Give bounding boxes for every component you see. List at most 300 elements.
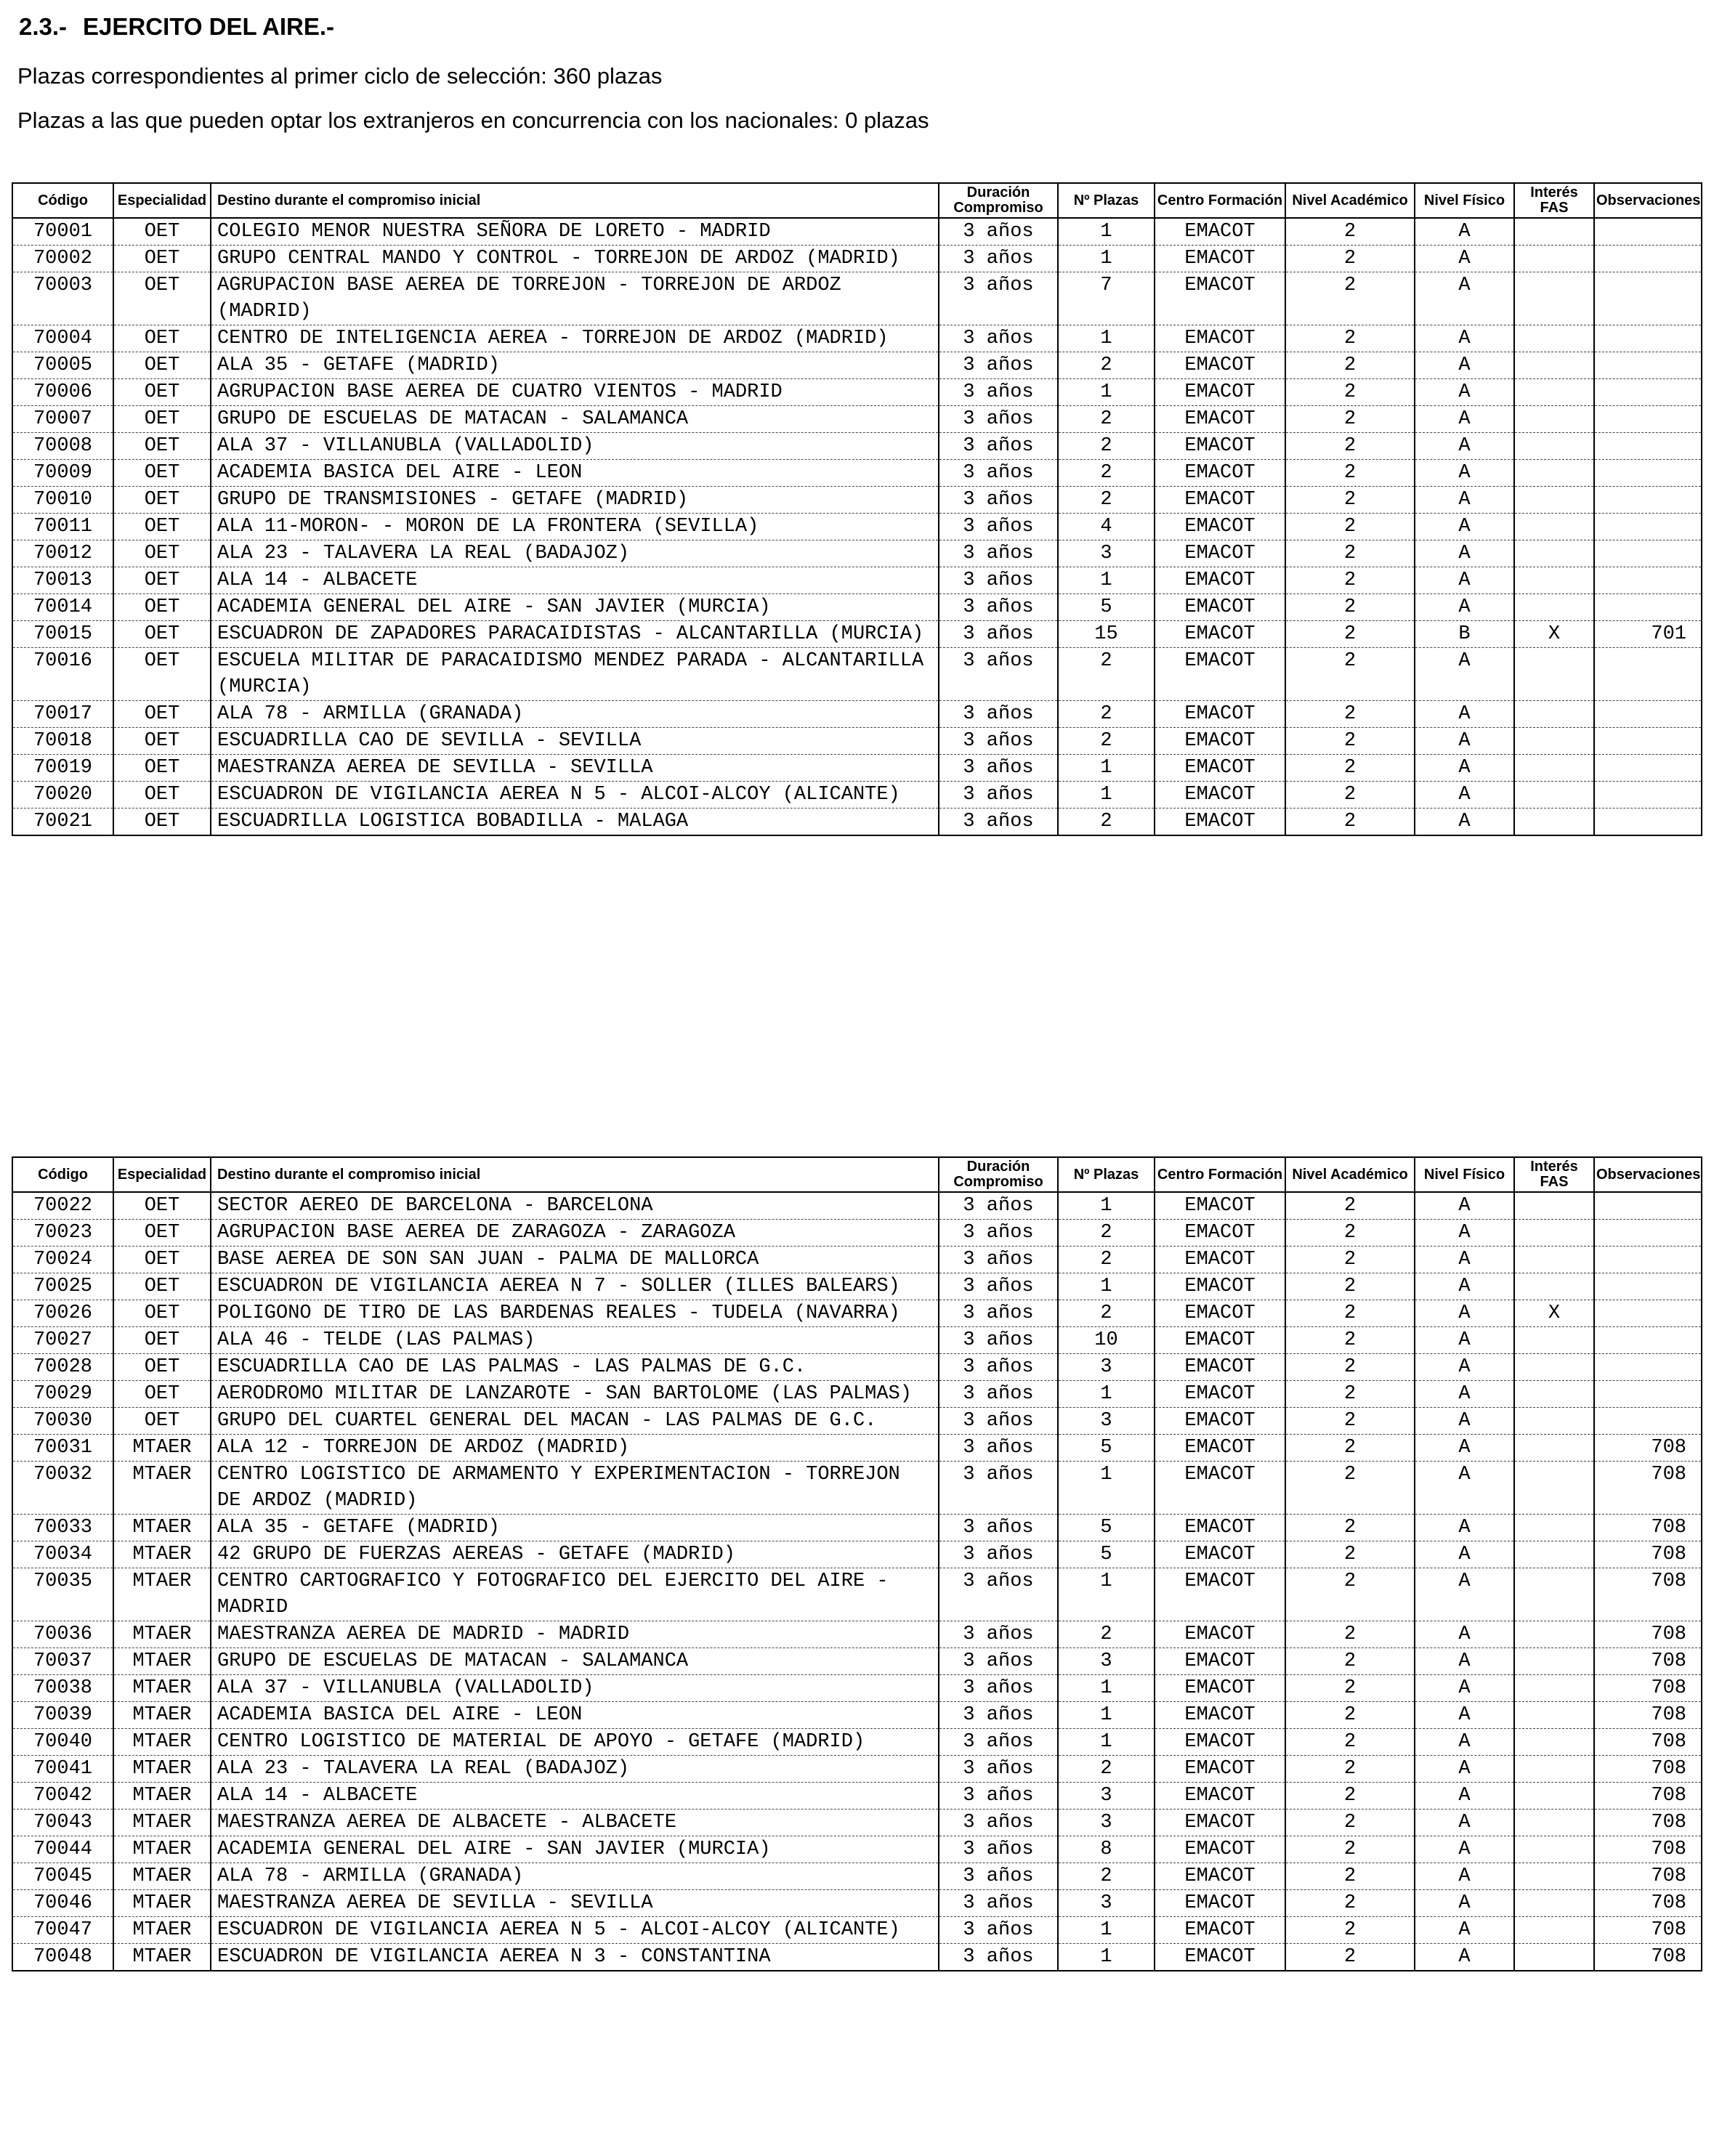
interes-fas-cell [1514, 540, 1594, 567]
destino-cell: CENTRO CARTOGRAFICO Y FOTOGRAFICO DEL EJERCITO DEL AIRE - MADRID [211, 1568, 939, 1621]
table-row [12, 352, 1702, 379]
codigo-cell: 70001 [12, 218, 113, 246]
observaciones-cell [1594, 701, 1702, 728]
table-row [12, 701, 1702, 728]
destino-cell: ESCUADRILLA LOGISTICA BOBADILLA - MALAGA [211, 808, 939, 836]
destino-cell: ESCUADRON DE VIGILANCIA AEREA N 5 - ALCOI-ALCOY (ALICANTE) [211, 782, 939, 808]
nivel-fisico-cell: A [1415, 594, 1514, 621]
duracion-cell: 3 años [939, 1890, 1058, 1917]
especialidad-cell: MTAER [113, 1917, 211, 1944]
especialidad-cell: OET [113, 728, 211, 755]
nivel-academico-cell: 2 [1285, 567, 1415, 594]
duracion-cell: 3 años [939, 1675, 1058, 1702]
destino-cell: ALA 23 - TALAVERA LA REAL (BADAJOZ) [211, 1756, 939, 1783]
table-row [12, 1783, 1702, 1809]
table-row [12, 406, 1702, 433]
codigo-cell: 70027 [12, 1327, 113, 1354]
interes-fas-cell [1514, 1273, 1594, 1300]
codigo-cell: 70034 [12, 1541, 113, 1568]
table-header-row [12, 183, 1702, 218]
nivel-fisico-cell: A [1415, 487, 1514, 514]
destino-cell: CENTRO LOGISTICO DE ARMAMENTO Y EXPERIMENTACION - TORREJON DE ARDOZ (MADRID) [211, 1462, 939, 1515]
observaciones-cell: 708 [1594, 1863, 1702, 1890]
nivel-academico-cell: 2 [1285, 1756, 1415, 1783]
table-row [12, 1300, 1702, 1327]
especialidad-cell: OET [113, 701, 211, 728]
codigo-cell: 70018 [12, 728, 113, 755]
col-header-codigo: Código [12, 1157, 113, 1192]
table-row [12, 1327, 1702, 1354]
plazas-cell: 2 [1058, 1300, 1155, 1327]
observaciones-cell [1594, 487, 1702, 514]
plazas-cell: 2 [1058, 460, 1155, 487]
codigo-cell: 70044 [12, 1836, 113, 1863]
observaciones-cell: 708 [1594, 1462, 1702, 1515]
centro-cell: EMACOT [1155, 325, 1285, 352]
destino-cell: COLEGIO MENOR NUESTRA SEÑORA DE LORETO - MADRID [211, 218, 939, 246]
destino-cell: ESCUADRILLA CAO DE SEVILLA - SEVILLA [211, 728, 939, 755]
codigo-cell: 70003 [12, 272, 113, 325]
duracion-cell: 3 años [939, 594, 1058, 621]
codigo-cell: 70004 [12, 325, 113, 352]
plazas-cell: 1 [1058, 1273, 1155, 1300]
interes-fas-cell [1514, 406, 1594, 433]
plazas-cell: 1 [1058, 1917, 1155, 1944]
nivel-fisico-cell: A [1415, 1192, 1514, 1220]
duracion-cell: 3 años [939, 1621, 1058, 1648]
nivel-academico-cell: 2 [1285, 1621, 1415, 1648]
nivel-fisico-cell: A [1415, 1648, 1514, 1675]
centro-cell: EMACOT [1155, 1863, 1285, 1890]
interes-fas-cell [1514, 1890, 1594, 1917]
nivel-academico-cell: 2 [1285, 406, 1415, 433]
nivel-fisico-cell: A [1415, 1435, 1514, 1462]
observaciones-cell [1594, 808, 1702, 836]
table-row [12, 1702, 1702, 1729]
interes-fas-cell [1514, 1944, 1594, 1971]
nivel-fisico-cell: A [1415, 1917, 1514, 1944]
observaciones-cell [1594, 1408, 1702, 1435]
especialidad-cell: OET [113, 1327, 211, 1354]
destino-cell: SECTOR AEREO DE BARCELONA - BARCELONA [211, 1192, 939, 1220]
centro-cell: EMACOT [1155, 246, 1285, 272]
especialidad-cell: MTAER [113, 1944, 211, 1971]
nivel-fisico-cell: A [1415, 1515, 1514, 1541]
nivel-fisico-cell: A [1415, 406, 1514, 433]
codigo-cell: 70005 [12, 352, 113, 379]
nivel-academico-cell: 2 [1285, 1435, 1415, 1462]
plazas-cell: 1 [1058, 379, 1155, 406]
nivel-academico-cell: 2 [1285, 325, 1415, 352]
nivel-fisico-cell: A [1415, 460, 1514, 487]
codigo-cell: 70015 [12, 621, 113, 648]
destino-cell: 42 GRUPO DE FUERZAS AEREAS - GETAFE (MADRID) [211, 1541, 939, 1568]
especialidad-cell: MTAER [113, 1515, 211, 1541]
nivel-fisico-cell: A [1415, 782, 1514, 808]
interes-fas-cell [1514, 352, 1594, 379]
destino-cell: GRUPO DE TRANSMISIONES - GETAFE (MADRID) [211, 487, 939, 514]
duracion-cell: 3 años [939, 1247, 1058, 1273]
duracion-cell: 3 años [939, 1917, 1058, 1944]
nivel-academico-cell: 2 [1285, 1836, 1415, 1863]
observaciones-cell [1594, 1300, 1702, 1327]
centro-cell: EMACOT [1155, 540, 1285, 567]
especialidad-cell: MTAER [113, 1756, 211, 1783]
table-row [12, 514, 1702, 540]
codigo-cell: 70040 [12, 1729, 113, 1756]
duracion-cell: 3 años [939, 782, 1058, 808]
destino-cell: GRUPO DE ESCUELAS DE MATACAN - SALAMANCA [211, 1648, 939, 1675]
table-row [12, 1568, 1702, 1621]
table-row [12, 460, 1702, 487]
duracion-cell: 3 años [939, 1568, 1058, 1621]
codigo-cell: 70010 [12, 487, 113, 514]
plazas-cell: 7 [1058, 272, 1155, 325]
plazas-cell: 1 [1058, 567, 1155, 594]
nivel-academico-cell: 2 [1285, 1462, 1415, 1515]
plazas-cell: 2 [1058, 701, 1155, 728]
centro-cell: EMACOT [1155, 1462, 1285, 1515]
especialidad-cell: MTAER [113, 1675, 211, 1702]
centro-cell: EMACOT [1155, 1702, 1285, 1729]
table-row [12, 272, 1702, 325]
codigo-cell: 70039 [12, 1702, 113, 1729]
table-row [12, 379, 1702, 406]
nivel-fisico-cell: A [1415, 701, 1514, 728]
especialidad-cell: OET [113, 487, 211, 514]
plazas-cell: 1 [1058, 1568, 1155, 1621]
table-row [12, 1462, 1702, 1515]
table-row [12, 1756, 1702, 1783]
especialidad-cell: OET [113, 782, 211, 808]
nivel-academico-cell: 2 [1285, 594, 1415, 621]
nivel-academico-cell: 2 [1285, 1729, 1415, 1756]
destino-cell: ACADEMIA GENERAL DEL AIRE - SAN JAVIER (MURCIA) [211, 1836, 939, 1863]
especialidad-cell: MTAER [113, 1702, 211, 1729]
centro-cell: EMACOT [1155, 460, 1285, 487]
codigo-cell: 70014 [12, 594, 113, 621]
observaciones-cell [1594, 325, 1702, 352]
plazas-cell: 1 [1058, 325, 1155, 352]
destino-cell: GRUPO DEL CUARTEL GENERAL DEL MACAN - LAS PALMAS DE G.C. [211, 1408, 939, 1435]
observaciones-cell: 708 [1594, 1836, 1702, 1863]
interes-fas-cell [1514, 246, 1594, 272]
observaciones-cell: 708 [1594, 1890, 1702, 1917]
codigo-cell: 70016 [12, 648, 113, 701]
nivel-academico-cell: 2 [1285, 728, 1415, 755]
codigo-cell: 70031 [12, 1435, 113, 1462]
observaciones-cell [1594, 246, 1702, 272]
plazas-cell: 15 [1058, 621, 1155, 648]
especialidad-cell: MTAER [113, 1435, 211, 1462]
interes-fas-cell [1514, 1354, 1594, 1381]
centro-cell: EMACOT [1155, 1675, 1285, 1702]
duracion-cell: 3 años [939, 540, 1058, 567]
especialidad-cell: MTAER [113, 1783, 211, 1809]
especialidad-cell: MTAER [113, 1648, 211, 1675]
centro-cell: EMACOT [1155, 755, 1285, 782]
codigo-cell: 70023 [12, 1220, 113, 1247]
nivel-academico-cell: 2 [1285, 1247, 1415, 1273]
duracion-cell: 3 años [939, 514, 1058, 540]
especialidad-cell: MTAER [113, 1729, 211, 1756]
col-header-especialidad: Especialidad [113, 183, 211, 218]
especialidad-cell: OET [113, 406, 211, 433]
especialidad-cell: OET [113, 460, 211, 487]
duracion-cell: 3 años [939, 1515, 1058, 1541]
col-header-destino: Destino durante el compromiso inicial [211, 1157, 939, 1192]
duracion-cell: 3 años [939, 1729, 1058, 1756]
destino-cell: ACADEMIA GENERAL DEL AIRE - SAN JAVIER (MURCIA) [211, 594, 939, 621]
nivel-fisico-cell: A [1415, 1729, 1514, 1756]
observaciones-cell [1594, 540, 1702, 567]
nivel-academico-cell: 2 [1285, 1300, 1415, 1327]
nivel-fisico-cell: A [1415, 648, 1514, 701]
codigo-cell: 70030 [12, 1408, 113, 1435]
centro-cell: EMACOT [1155, 379, 1285, 406]
plazas-cell: 2 [1058, 648, 1155, 701]
especialidad-cell: OET [113, 246, 211, 272]
destino-cell: AGRUPACION BASE AEREA DE CUATRO VIENTOS - MADRID [211, 379, 939, 406]
plazas-cell: 2 [1058, 728, 1155, 755]
observaciones-cell: 708 [1594, 1729, 1702, 1756]
destino-cell: ALA 46 - TELDE (LAS PALMAS) [211, 1327, 939, 1354]
duracion-cell: 3 años [939, 701, 1058, 728]
plazas-cell: 2 [1058, 808, 1155, 836]
observaciones-cell [1594, 567, 1702, 594]
centro-cell: EMACOT [1155, 272, 1285, 325]
nivel-fisico-cell: A [1415, 433, 1514, 460]
destino-cell: ALA 78 - ARMILLA (GRANADA) [211, 701, 939, 728]
plazas-cell: 1 [1058, 246, 1155, 272]
centro-cell: EMACOT [1155, 648, 1285, 701]
centro-cell: EMACOT [1155, 1515, 1285, 1541]
table-row [12, 1836, 1702, 1863]
interes-fas-cell [1514, 1408, 1594, 1435]
table-row [12, 755, 1702, 782]
col-header-fisico: Nivel Físico [1415, 183, 1514, 218]
nivel-academico-cell: 2 [1285, 1381, 1415, 1408]
interes-fas-cell [1514, 487, 1594, 514]
duracion-cell: 3 años [939, 1435, 1058, 1462]
nivel-academico-cell: 2 [1285, 272, 1415, 325]
observaciones-cell [1594, 755, 1702, 782]
observaciones-cell [1594, 272, 1702, 325]
plazas-cell: 1 [1058, 1462, 1155, 1515]
especialidad-cell: MTAER [113, 1462, 211, 1515]
especialidad-cell: OET [113, 1381, 211, 1408]
centro-cell: EMACOT [1155, 728, 1285, 755]
duracion-cell: 3 años [939, 1381, 1058, 1408]
plazas-cell: 2 [1058, 352, 1155, 379]
duracion-cell: 3 años [939, 755, 1058, 782]
table-row [12, 1944, 1702, 1971]
plazas-cell: 1 [1058, 755, 1155, 782]
plazas-cell: 3 [1058, 1809, 1155, 1836]
especialidad-cell: OET [113, 352, 211, 379]
centro-cell: EMACOT [1155, 514, 1285, 540]
interes-fas-cell [1514, 379, 1594, 406]
destino-cell: ALA 35 - GETAFE (MADRID) [211, 1515, 939, 1541]
table-row [12, 1675, 1702, 1702]
interes-fas-cell [1514, 218, 1594, 246]
table-row [12, 621, 1702, 648]
plazas-cell: 1 [1058, 1192, 1155, 1220]
centro-cell: EMACOT [1155, 1327, 1285, 1354]
destino-cell: MAESTRANZA AEREA DE MADRID - MADRID [211, 1621, 939, 1648]
destino-cell: MAESTRANZA AEREA DE SEVILLA - SEVILLA [211, 1890, 939, 1917]
nivel-fisico-cell: A [1415, 514, 1514, 540]
destino-cell: CENTRO LOGISTICO DE MATERIAL DE APOYO - GETAFE (MADRID) [211, 1729, 939, 1756]
centro-cell: EMACOT [1155, 1648, 1285, 1675]
centro-cell: EMACOT [1155, 1300, 1285, 1327]
nivel-fisico-cell: A [1415, 1462, 1514, 1515]
table-row [12, 1381, 1702, 1408]
duracion-cell: 3 años [939, 218, 1058, 246]
duracion-cell: 3 años [939, 1648, 1058, 1675]
nivel-fisico-cell: A [1415, 1863, 1514, 1890]
centro-cell: EMACOT [1155, 218, 1285, 246]
plazas-cell: 1 [1058, 1729, 1155, 1756]
col-header-duracion: Duración Compromiso [939, 1157, 1058, 1192]
duracion-cell: 3 años [939, 1192, 1058, 1220]
interes-fas-cell [1514, 755, 1594, 782]
interes-fas-cell [1514, 1917, 1594, 1944]
col-header-observaciones: Observaciones [1594, 183, 1702, 218]
destino-cell: BASE AEREA DE SON SAN JUAN - PALMA DE MALLORCA [211, 1247, 939, 1273]
destino-cell: ALA 78 - ARMILLA (GRANADA) [211, 1863, 939, 1890]
duracion-cell: 3 años [939, 1354, 1058, 1381]
nivel-fisico-cell: A [1415, 1541, 1514, 1568]
col-header-codigo: Código [12, 183, 113, 218]
codigo-cell: 70033 [12, 1515, 113, 1541]
codigo-cell: 70021 [12, 808, 113, 836]
duracion-cell: 3 años [939, 460, 1058, 487]
centro-cell: EMACOT [1155, 1621, 1285, 1648]
interes-fas-cell [1514, 433, 1594, 460]
nivel-fisico-cell: A [1415, 1300, 1514, 1327]
nivel-academico-cell: 2 [1285, 379, 1415, 406]
especialidad-cell: OET [113, 540, 211, 567]
observaciones-cell: 708 [1594, 1702, 1702, 1729]
plazas-cell: 1 [1058, 1944, 1155, 1971]
interes-fas-cell: X [1514, 1300, 1594, 1327]
destino-cell: ESCUELA MILITAR DE PARACAIDISMO MENDEZ PARADA - ALCANTARILLA (MURCIA) [211, 648, 939, 701]
centro-cell: EMACOT [1155, 1247, 1285, 1273]
plazas-cell: 2 [1058, 406, 1155, 433]
observaciones-cell [1594, 1381, 1702, 1408]
codigo-cell: 70048 [12, 1944, 113, 1971]
especialidad-cell: MTAER [113, 1863, 211, 1890]
centro-cell: EMACOT [1155, 1273, 1285, 1300]
centro-cell: EMACOT [1155, 1756, 1285, 1783]
especialidad-cell: OET [113, 621, 211, 648]
nivel-academico-cell: 2 [1285, 648, 1415, 701]
nivel-fisico-cell: A [1415, 1273, 1514, 1300]
destino-cell: ALA 23 - TALAVERA LA REAL (BADAJOZ) [211, 540, 939, 567]
centro-cell: EMACOT [1155, 406, 1285, 433]
table-row [12, 1541, 1702, 1568]
observaciones-cell: 708 [1594, 1809, 1702, 1836]
duracion-cell: 3 años [939, 1783, 1058, 1809]
interes-fas-cell [1514, 514, 1594, 540]
col-header-plazas: Nº Plazas [1058, 183, 1155, 218]
destino-cell: ESCUADRON DE VIGILANCIA AEREA N 3 - CONSTANTINA [211, 1944, 939, 1971]
plazas-cell: 10 [1058, 1327, 1155, 1354]
interes-fas-cell [1514, 1192, 1594, 1220]
col-header-observaciones: Observaciones [1594, 1157, 1702, 1192]
observaciones-cell [1594, 1247, 1702, 1273]
interes-fas-cell [1514, 1675, 1594, 1702]
especialidad-cell: OET [113, 433, 211, 460]
destino-cell: ESCUADRILLA CAO DE LAS PALMAS - LAS PALMAS DE G.C. [211, 1354, 939, 1381]
nivel-fisico-cell: A [1415, 352, 1514, 379]
table-row [12, 1890, 1702, 1917]
plazas-cell: 3 [1058, 1890, 1155, 1917]
observaciones-cell [1594, 1273, 1702, 1300]
plazas-cell: 2 [1058, 1220, 1155, 1247]
nivel-academico-cell: 2 [1285, 1809, 1415, 1836]
plazas-cell: 1 [1058, 1381, 1155, 1408]
codigo-cell: 70006 [12, 379, 113, 406]
centro-cell: EMACOT [1155, 1836, 1285, 1863]
plazas-extranjeros-text: Plazas a las que pueden optar los extranjeros en concurrencia con los nacionales: 0 plazas [17, 108, 929, 133]
plazas-cell: 3 [1058, 540, 1155, 567]
centro-cell: EMACOT [1155, 1890, 1285, 1917]
interes-fas-cell [1514, 701, 1594, 728]
interes-fas-cell [1514, 1809, 1594, 1836]
especialidad-cell: OET [113, 379, 211, 406]
codigo-cell: 70013 [12, 567, 113, 594]
observaciones-cell: 708 [1594, 1568, 1702, 1621]
table-row [12, 433, 1702, 460]
plazas-total-text: Plazas correspondientes al primer ciclo de selección: 360 plazas [17, 63, 663, 89]
centro-cell: EMACOT [1155, 808, 1285, 836]
interes-fas-cell [1514, 325, 1594, 352]
table-row [12, 594, 1702, 621]
duracion-cell: 3 años [939, 1702, 1058, 1729]
observaciones-cell [1594, 352, 1702, 379]
plazas-cell: 5 [1058, 1541, 1155, 1568]
interes-fas-cell [1514, 1568, 1594, 1621]
nivel-academico-cell: 2 [1285, 755, 1415, 782]
nivel-academico-cell: 2 [1285, 1327, 1415, 1354]
nivel-fisico-cell: A [1415, 246, 1514, 272]
plazas-cell: 2 [1058, 433, 1155, 460]
codigo-cell: 70047 [12, 1917, 113, 1944]
especialidad-cell: MTAER [113, 1568, 211, 1621]
destino-cell: ALA 14 - ALBACETE [211, 1783, 939, 1809]
especialidad-cell: OET [113, 648, 211, 701]
especialidad-cell: OET [113, 1273, 211, 1300]
codigo-cell: 70037 [12, 1648, 113, 1675]
nivel-academico-cell: 2 [1285, 701, 1415, 728]
centro-cell: EMACOT [1155, 782, 1285, 808]
section-title: EJERCITO DEL AIRE.- [83, 13, 334, 40]
interes-fas-cell: X [1514, 621, 1594, 648]
observaciones-cell [1594, 379, 1702, 406]
centro-cell: EMACOT [1155, 1435, 1285, 1462]
interes-fas-cell [1514, 1621, 1594, 1648]
observaciones-cell: 708 [1594, 1541, 1702, 1568]
nivel-fisico-cell: A [1415, 1756, 1514, 1783]
col-header-interes: Interés FAS [1514, 183, 1594, 218]
codigo-cell: 70029 [12, 1381, 113, 1408]
especialidad-cell: OET [113, 1247, 211, 1273]
interes-fas-cell [1514, 1648, 1594, 1675]
section-number: 2.3.- [19, 13, 68, 40]
table-row [12, 1192, 1702, 1220]
